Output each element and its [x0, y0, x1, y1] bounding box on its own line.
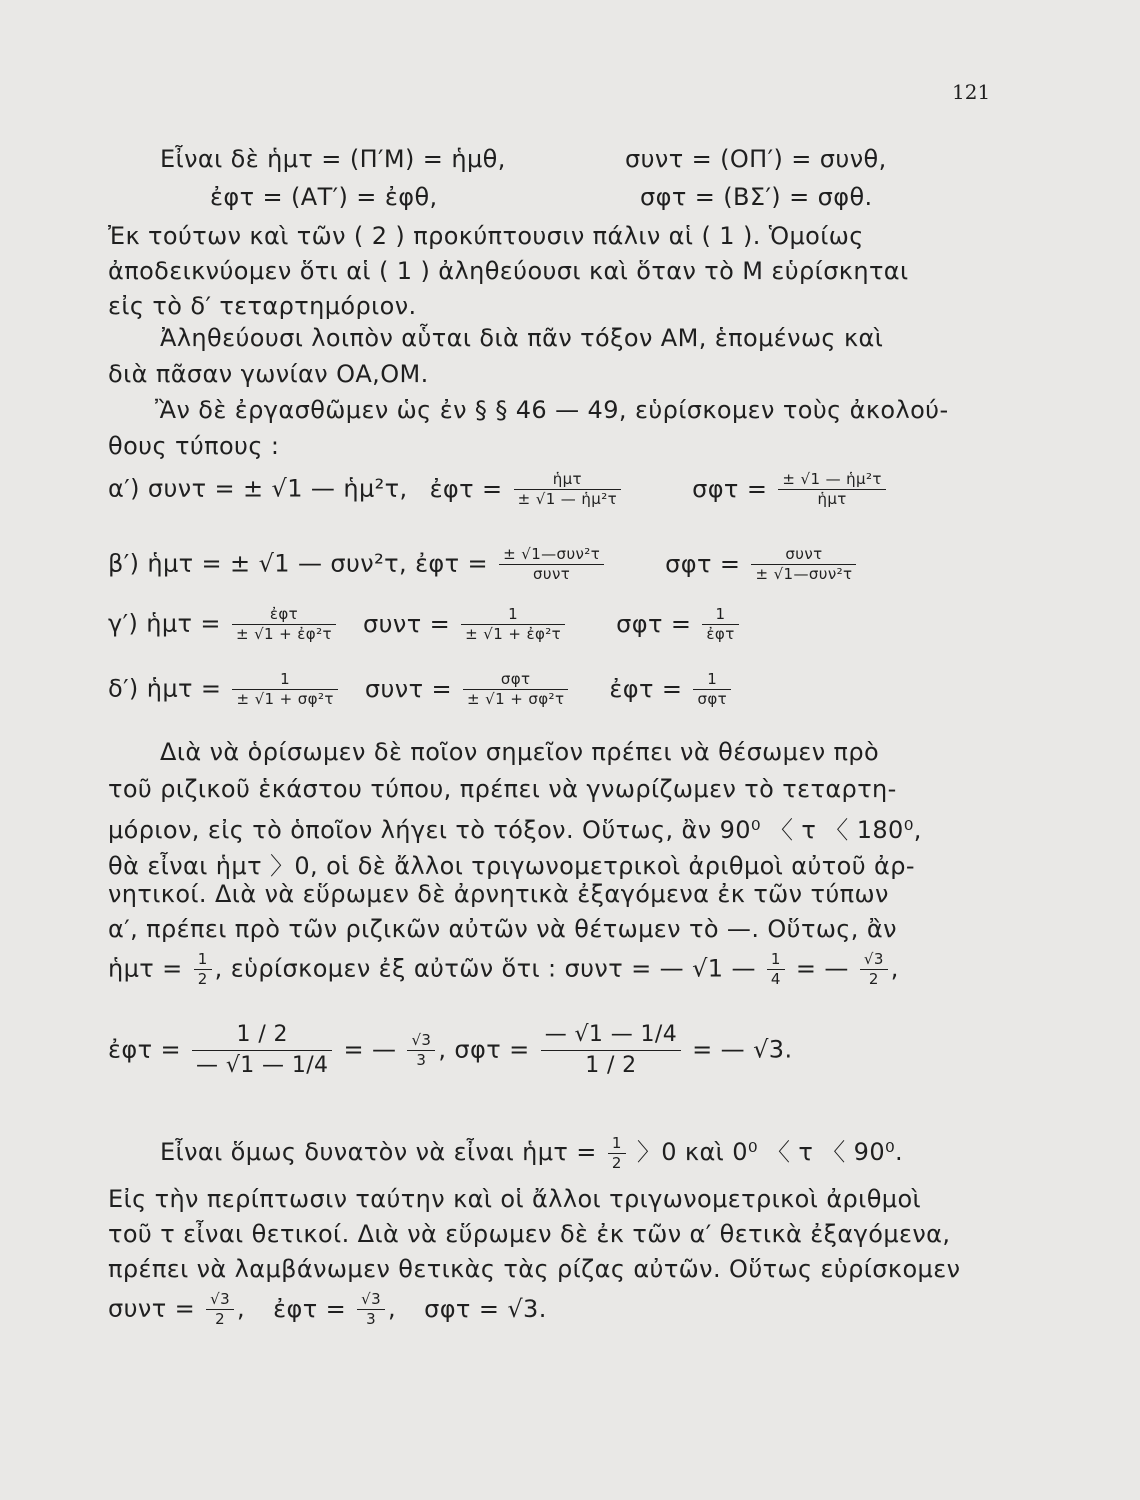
- formula-beta: β′) ἡμτ = ± √1 — συν²τ, ἐφτ = $\frac{\text{± √1—συν²τ}}{\text{συντ}}$ σφτ = $\frac{\text{συντ}}{\text{± √1—συν²τ}}$: [108, 545, 859, 584]
- text-line: Ἐκ τούτων καὶ τῶν ( 2 ) προκύπτουσιν πάλιν αἱ ( 1 ). Ὁμοίως: [108, 222, 864, 250]
- text-line: σφτ = (ΒΣ′) = σφθ.: [640, 183, 873, 211]
- text-line: πρέπει νὰ λαμβάνωμεν θετικὰς τὰς ρίζας αὐτῶν. Οὕτως εὑρίσκομεν: [108, 1255, 961, 1283]
- text-line: Ἀληθεύουσι λοιπὸν αὗται διὰ πᾶν τόξον ΑΜ, ἑπομένως καὶ: [160, 324, 884, 352]
- text-line: τοῦ τ εἶναι θετικοί. Διὰ νὰ εὕρωμεν δὲ ἐκ τῶν α′ θετικὰ ἐξαγόμενα,: [108, 1220, 951, 1248]
- text-line: Διὰ νὰ ὁρίσωμεν δὲ ποῖον σημεῖον πρέπει νὰ θέσωμεν πρὸ: [160, 738, 880, 766]
- big-fraction-line: ἐφτ = $\frac{1 / 2}{— √1 — 1/4}$ = — $\frac{√3}{3}$ , σφτ = $\frac{— √1 — 1/4}{1 / 2}$ = — √3.: [108, 1020, 792, 1081]
- text-line: ἐφτ = (ΑΤ′) = ἐφθ,: [210, 183, 438, 211]
- example-line: ἡμτ = $\frac{1}{2}$ , εὑρίσκομεν ἐξ αὐτῶν ὅτι : συντ = — √1 — $\frac{1}{4}$ = — $\frac{√3}{2}$ ,: [108, 950, 899, 988]
- text-line: α′, πρέπει πρὸ τῶν ριζικῶν αὐτῶν νὰ θέτωμεν τὸ —. Οὕτως, ἂν: [108, 915, 897, 943]
- final-formulas: συντ = $\frac{√3}{2}$ , ἐφτ = $\frac{√3}{3}$ , σφτ = √3.: [108, 1290, 547, 1328]
- text-line: θὰ εἶναι ἡμτ 〉0, οἱ δὲ ἄλλοι τριγωνομετρικοὶ ἀριθμοὶ αὐτοῦ ἀρ-: [108, 852, 915, 880]
- page-number: 121: [952, 80, 991, 104]
- text-line: εἰς τὸ δ′ τεταρτημόριον.: [108, 292, 417, 320]
- text-line: διὰ πᾶσαν γωνίαν ΟΑ,ΟΜ.: [108, 360, 429, 388]
- text-line: μόριον, εἰς τὸ ὁποῖον λήγει τὸ τόξον. Οὕτως, ἂν 90⁰ 〈 τ 〈 180⁰,: [108, 816, 922, 844]
- formula-alpha: α′) συντ = ± √1 — ἡμ²τ, ἐφτ = $\frac{\text{ἡμτ}}{\text{± √1 — ἡμ²τ}}$ σφτ = $\frac{\text{± √1 — ἡμ²τ}}{\text{ἡμτ}}$: [108, 470, 889, 509]
- formula-delta: δ′) ἡμτ = $\frac{1}{\text{± √1 + σφ²τ}}$ συντ = $\frac{\text{σφτ}}{\text{± √1 + σφ²τ}}$ ἐφτ = $\frac{1}{\text{σφτ}}$: [108, 670, 734, 709]
- text-line: θους τύπους :: [108, 432, 280, 460]
- text-line: ἀποδεικνύομεν ὅτι αἱ ( 1 ) ἀληθεύουσι καὶ ὅταν τὸ Μ εὑρίσκηται: [108, 257, 909, 285]
- text-line: Εἶναι ὅμως δυνατὸν νὰ εἶναι ἡμτ = $\frac{1}{2}$ 〉0 καὶ 0⁰ 〈 τ 〈 90⁰.: [160, 1133, 904, 1172]
- text-line: τοῦ ριζικοῦ ἑκάστου τύπου, πρέπει νὰ γνωρίζωμεν τὸ τεταρτη-: [108, 775, 897, 803]
- text-line: συντ = (ΟΠ′) = συνθ,: [625, 145, 887, 173]
- text-line: Εἰς τὴν περίπτωσιν ταύτην καὶ οἱ ἄλλοι τριγωνομετρικοὶ ἀριθμοὶ: [108, 1185, 922, 1213]
- text-line: νητικοί. Διὰ νὰ εὕρωμεν δὲ ἀρνητικὰ ἐξαγόμενα ἐκ τῶν τύπων: [108, 880, 889, 908]
- text-line: Ἂν δὲ ἐργασθῶμεν ὡς ἐν § § 46 — 49, εὑρίσκομεν τοὺς ἀκολού-: [155, 396, 949, 424]
- formula-gamma: γ′) ἡμτ = $\frac{\text{ἐφτ}}{\text{± √1 + ἐφ²τ}}$ συντ = $\frac{1}{\text{± √1 + ἐφ²τ}}$ σφτ = $\frac{1}{\text{ἐφτ}}$: [108, 605, 742, 644]
- text-line: Εἶναι δὲ ἡμτ = (Π′Μ) = ἡμθ,: [160, 145, 506, 173]
